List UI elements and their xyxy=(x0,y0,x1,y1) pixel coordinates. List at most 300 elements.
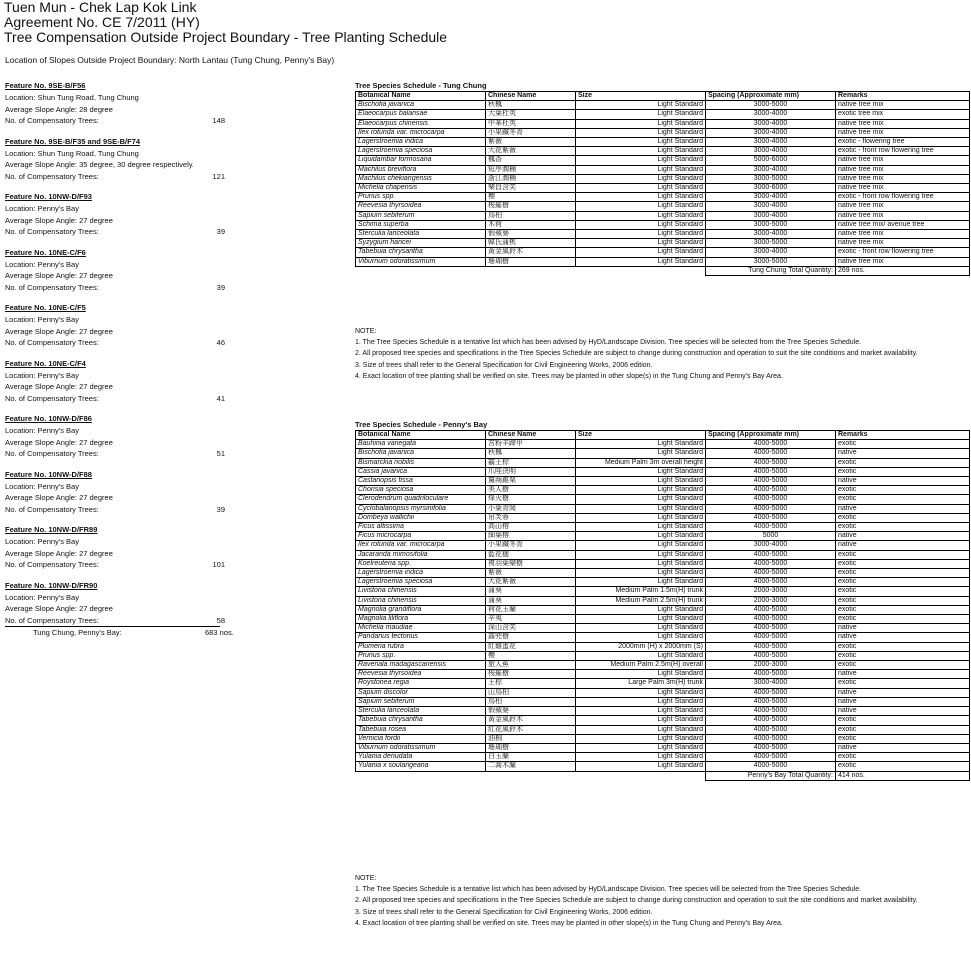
botanical-name: Ilex rotunda var. microcarpa xyxy=(356,128,486,137)
column-header: Spacing (Approximate mm) xyxy=(706,92,836,101)
botanical-name: Syzygium hancei xyxy=(356,239,486,248)
chinese-name: 小果鐵冬青 xyxy=(486,541,576,550)
feature-list xyxy=(5,80,345,638)
botanical-name: Chorisia speciosa xyxy=(356,486,486,495)
feature-block xyxy=(5,524,345,580)
spacing: 3000-4000 xyxy=(706,193,836,202)
chinese-name: 假蘋婆 xyxy=(486,230,576,239)
feature-location: Location: Shun Tung Road, Tung Chung xyxy=(5,93,139,102)
chinese-name: 蒲葵 xyxy=(486,587,576,596)
table-row xyxy=(356,248,970,257)
feature-title: Feature No. 10NE-C/F6 xyxy=(5,247,86,257)
chinese-name: 小葉青岡 xyxy=(486,504,576,513)
botanical-name: Liquidambar formosana xyxy=(356,156,486,165)
table-row xyxy=(356,753,970,762)
chinese-name: 短序潤楠 xyxy=(486,165,576,174)
remarks: exotic xyxy=(836,651,970,660)
spacing: 2000-3000 xyxy=(706,587,836,596)
table-row xyxy=(356,596,970,605)
botanical-name: Sapium sebiferum xyxy=(356,697,486,706)
chinese-name: 秋楓 xyxy=(486,449,576,458)
size: Light Standard xyxy=(576,688,706,697)
chinese-name: 細葉榕 xyxy=(486,532,576,541)
remarks: exotic xyxy=(836,467,970,476)
feature-block xyxy=(5,469,345,525)
spacing: 4000-5000 xyxy=(706,670,836,679)
spacer xyxy=(5,460,345,469)
size: Light Standard xyxy=(576,559,706,568)
remarks: native xyxy=(836,743,970,752)
botanical-name: Koelreuteria spp. xyxy=(356,559,486,568)
chinese-name: 宮粉羊蹄甲 xyxy=(486,440,576,449)
spacing: 4000-5000 xyxy=(706,440,836,449)
feature-trees-label: No. of Compensatory Trees: xyxy=(5,393,99,403)
spacer-cell xyxy=(576,771,706,780)
table-row xyxy=(356,615,970,624)
spacing: 4000-5000 xyxy=(706,477,836,486)
feature-trees-count: 121 xyxy=(212,171,225,181)
feature-title: Feature No. 10NE-C/F4 xyxy=(5,358,86,368)
spacer-cell xyxy=(486,771,576,780)
total-row xyxy=(356,771,970,780)
table-header-row xyxy=(356,431,970,440)
size: Light Standard xyxy=(576,513,706,522)
size: Light Standard xyxy=(576,239,706,248)
size: Light Standard xyxy=(576,523,706,532)
botanical-name: Schima superba xyxy=(356,220,486,229)
feature-trees-row xyxy=(5,504,345,516)
table-row xyxy=(356,762,970,771)
spacer-cell xyxy=(356,771,486,780)
spacing: 4000-5000 xyxy=(706,449,836,458)
size: Light Standard xyxy=(576,605,706,614)
spacer xyxy=(5,515,345,524)
spacer-cell xyxy=(576,266,706,275)
column-header: Botanical Name xyxy=(356,92,486,101)
table-row xyxy=(356,550,970,559)
remarks: exotic xyxy=(836,725,970,734)
remarks: exotic xyxy=(836,486,970,495)
chinese-name: 木荷 xyxy=(486,220,576,229)
table-row xyxy=(356,513,970,522)
botanical-name: Ilex rotunda var. microcarpa xyxy=(356,541,486,550)
column-header: Chinese Name xyxy=(486,431,576,440)
spacing: 3000-5000 xyxy=(706,174,836,183)
table-row xyxy=(356,184,970,193)
feature-slope: Average Slope Angle: 28 degree xyxy=(5,104,113,114)
botanical-name: Pandanus tectorius xyxy=(356,633,486,642)
chinese-name: 櫻 xyxy=(486,193,576,202)
remarks: native tree mix xyxy=(836,156,970,165)
botanical-name: Ravenala madagascariensis xyxy=(356,661,486,670)
remarks: native xyxy=(836,670,970,679)
spacing: 4000-5000 xyxy=(706,725,836,734)
botanical-name: Vernicia fordii xyxy=(356,734,486,743)
size: Light Standard xyxy=(576,110,706,119)
spacing: 4000-5000 xyxy=(706,624,836,633)
table-row xyxy=(356,651,970,660)
remarks: exotic xyxy=(836,605,970,614)
total-value: 414 nos. xyxy=(836,771,970,780)
table-row xyxy=(356,230,970,239)
remarks: exotic xyxy=(836,753,970,762)
tung-chung-title: Tree Species Schedule - Tung Chung xyxy=(355,81,487,90)
size: Medium Palm 2.5m(H) overall xyxy=(576,661,706,670)
spacing: 3000-4000 xyxy=(706,211,836,220)
note-item: 1. The Tree Species Schedule is a tentative list which has been advised by HyD/Landscape Division. Tree species will be selected from the Tree Species Schedule. xyxy=(355,886,862,894)
spacing: 3000-4000 xyxy=(706,110,836,119)
column-header: Size xyxy=(576,92,706,101)
table-row xyxy=(356,110,970,119)
feature-location: Location: Penny's Bay xyxy=(5,537,79,546)
spacing: 4000-5000 xyxy=(706,743,836,752)
botanical-name: Reevesia thyrsoidea xyxy=(356,202,486,211)
spacing: 4000-5000 xyxy=(706,486,836,495)
feature-block xyxy=(5,247,345,303)
spacer-cell xyxy=(486,266,576,275)
pennys-bay-table xyxy=(355,430,970,781)
table-row xyxy=(356,523,970,532)
chinese-name: 樂昌含笑 xyxy=(486,184,576,193)
chinese-name: 紫薇 xyxy=(486,138,576,147)
size: Light Standard xyxy=(576,101,706,110)
spacer xyxy=(5,571,345,580)
chinese-name: 爪哇決明 xyxy=(486,467,576,476)
size: Light Standard xyxy=(576,128,706,137)
remarks: exotic xyxy=(836,661,970,670)
botanical-name: Castanopsis fissa xyxy=(356,477,486,486)
size: Light Standard xyxy=(576,211,706,220)
table-row xyxy=(356,633,970,642)
spacing: 3000-4000 xyxy=(706,679,836,688)
spacing: 4000-5000 xyxy=(706,753,836,762)
table-row xyxy=(356,174,970,183)
table-row xyxy=(356,707,970,716)
feature-trees-label: No. of Compensatory Trees: xyxy=(5,282,99,292)
left-total-label: Tung Chung, Penny's Bay: xyxy=(33,628,122,637)
chinese-name: 荷花玉蘭 xyxy=(486,605,576,614)
feature-location: Location: Penny's Bay xyxy=(5,426,79,435)
spacing: 4000-5000 xyxy=(706,707,836,716)
remarks: native tree mix xyxy=(836,202,970,211)
feature-slope: Average Slope Angle: 27 degree xyxy=(5,548,113,558)
remarks: exotic - front row flowering tree xyxy=(836,147,970,156)
feature-trees-count: 39 xyxy=(216,504,225,514)
botanical-name: Cassia javanica xyxy=(356,467,486,476)
spacing: 4000-5000 xyxy=(706,734,836,743)
column-header: Chinese Name xyxy=(486,92,576,101)
botanical-name: Livistona chinensis xyxy=(356,596,486,605)
size: Light Standard xyxy=(576,449,706,458)
table-row xyxy=(356,220,970,229)
chinese-name: 白玉蘭 xyxy=(486,753,576,762)
feature-title: Feature No. 9SE-B/F56 xyxy=(5,81,86,90)
table-row xyxy=(356,642,970,651)
feature-trees-row xyxy=(5,448,345,460)
size: Large Palm 3m(H) trunk xyxy=(576,679,706,688)
agreement-number: Agreement No. CE 7/2011 (HY) xyxy=(4,14,200,30)
feature-title: Feature No. 10NW-D/F93 xyxy=(5,192,92,201)
feature-block xyxy=(5,302,345,358)
spacer xyxy=(5,127,345,136)
feature-trees-label: No. of Compensatory Trees: xyxy=(5,504,99,514)
remarks: native tree mix xyxy=(836,257,970,266)
feature-slope: Average Slope Angle: 27 degree xyxy=(5,326,113,336)
spacing: 4000-5000 xyxy=(706,504,836,513)
column-header: Remarks xyxy=(836,92,970,101)
remarks: native xyxy=(836,449,970,458)
remarks: exotic xyxy=(836,440,970,449)
feature-trees-count: 101 xyxy=(212,560,225,569)
spacing: 4000-5000 xyxy=(706,642,836,651)
remarks: native xyxy=(836,541,970,550)
table-row xyxy=(356,532,970,541)
spacing: 4000-5000 xyxy=(706,578,836,587)
total-value: 269 nos. xyxy=(836,266,970,275)
chinese-name: 梭羅樹 xyxy=(486,670,576,679)
chinese-name: 吊芙蓉 xyxy=(486,513,576,522)
spacing: 4000-5000 xyxy=(706,559,836,568)
remarks: exotic tree mix xyxy=(836,110,970,119)
feature-slope: Average Slope Angle: 27 degree xyxy=(5,382,113,391)
botanical-name: Lagerstroemia speciosa xyxy=(356,147,486,156)
remarks: exotic xyxy=(836,587,970,596)
botanical-name: Sterculia lanceolata xyxy=(356,230,486,239)
feature-title: Feature No. 10NE-C/F5 xyxy=(5,303,86,312)
total-label: Penny's Bay Total Quantity: xyxy=(706,771,836,780)
remarks: native tree mix xyxy=(836,239,970,248)
table-row xyxy=(356,688,970,697)
feature-block xyxy=(5,358,345,414)
spacing: 4000-5000 xyxy=(706,458,836,467)
chinese-name: 黧蒴錐栗 xyxy=(486,477,576,486)
feature-location: Location: Penny's Bay xyxy=(5,204,79,213)
table-row xyxy=(356,458,970,467)
left-total xyxy=(5,627,345,638)
feature-location: Location: Penny's Bay xyxy=(5,259,79,269)
note-item: 3. Size of trees shall refer to the General Specification for Civil Engineering Works, 2006 edition. xyxy=(355,361,653,369)
table-row xyxy=(356,467,970,476)
feature-trees-row xyxy=(5,615,345,627)
remarks: exotic xyxy=(836,642,970,651)
feature-slope: Average Slope Angle: 27 degree xyxy=(5,271,113,280)
spacing: 4000-5000 xyxy=(706,467,836,476)
remarks: native xyxy=(836,707,970,716)
botanical-name: Bauhinia variegata xyxy=(356,440,486,449)
table-row xyxy=(356,495,970,504)
spacing: 4000-5000 xyxy=(706,651,836,660)
notes-heading: NOTE: xyxy=(355,875,377,882)
chinese-name: 王棕 xyxy=(486,679,576,688)
table-row xyxy=(356,486,970,495)
feature-trees-row xyxy=(5,337,345,349)
spacing: 3000-4000 xyxy=(706,138,836,147)
chinese-name: 紅雞蛋花 xyxy=(486,642,576,651)
feature-block xyxy=(5,580,345,627)
spacing: 3000-4000 xyxy=(706,165,836,174)
spacing: 2000-3000 xyxy=(706,596,836,605)
spacer xyxy=(5,349,345,358)
size: Light Standard xyxy=(576,257,706,266)
remarks: native tree mix xyxy=(836,101,970,110)
size: Light Standard xyxy=(576,697,706,706)
spacing: 4000-5000 xyxy=(706,513,836,522)
chinese-name: 烏桕 xyxy=(486,211,576,220)
chinese-name: 露兜樹 xyxy=(486,633,576,642)
botanical-name: Elaeocarpus balansae xyxy=(356,110,486,119)
feature-title: Feature No. 10NW-D/F88 xyxy=(5,469,92,479)
remarks: native tree mix xyxy=(836,230,970,239)
table-row xyxy=(356,569,970,578)
botanical-name: Lagerstroemia speciosa xyxy=(356,578,486,587)
column-header: Spacing (Approximate mm) xyxy=(706,431,836,440)
table-row xyxy=(356,679,970,688)
feature-trees-count: 39 xyxy=(216,227,225,236)
feature-location: Location: Penny's Bay xyxy=(5,370,79,380)
feature-trees-count: 39 xyxy=(216,282,225,292)
botanical-name: Ficus altissima xyxy=(356,523,486,532)
size: Light Standard xyxy=(576,615,706,624)
spacing: 3000-4000 xyxy=(706,230,836,239)
feature-trees-count: 58 xyxy=(216,615,225,625)
feature-block xyxy=(5,413,345,469)
size: Light Standard xyxy=(576,569,706,578)
feature-title: Feature No. 9SE-B/F35 and 9SE-B/F74 xyxy=(5,136,141,146)
remarks: exotic xyxy=(836,559,970,568)
size: Light Standard xyxy=(576,147,706,156)
feature-trees-label: No. of Compensatory Trees: xyxy=(5,560,99,569)
size: Medium Palm 3m overall height xyxy=(576,458,706,467)
size: Light Standard xyxy=(576,174,706,183)
column-header: Remarks xyxy=(836,431,970,440)
size: 2000mm (H) x 2000mm (S) xyxy=(576,642,706,651)
chinese-name: 大葉杜英 xyxy=(486,110,576,119)
chinese-name: 複羽葉欒樹 xyxy=(486,559,576,568)
botanical-name: Tabebuia chrysantha xyxy=(356,248,486,257)
botanical-name: Bismarckia nobilis xyxy=(356,458,486,467)
chinese-name: 霸王棕 xyxy=(486,458,576,467)
spacing: 4000-5000 xyxy=(706,569,836,578)
spacing: 3000-5000 xyxy=(706,257,836,266)
chinese-name: 大花紫薇 xyxy=(486,578,576,587)
spacing: 3000-4000 xyxy=(706,128,836,137)
spacing: 4000-5000 xyxy=(706,615,836,624)
feature-trees-label: No. of Compensatory Trees: xyxy=(5,338,99,347)
spacing: 3000-4000 xyxy=(706,119,836,128)
chinese-name: 美人樹 xyxy=(486,486,576,495)
feature-trees-count: 41 xyxy=(216,393,225,403)
size: Light Standard xyxy=(576,248,706,257)
chinese-name: 中華杜英 xyxy=(486,119,576,128)
botanical-name: Jacaranda mimosifolia xyxy=(356,550,486,559)
table-row xyxy=(356,624,970,633)
table-row xyxy=(356,734,970,743)
spacing: 3000-5000 xyxy=(706,239,836,248)
size: Light Standard xyxy=(576,202,706,211)
spacing: 3000-4000 xyxy=(706,248,836,257)
tung-chung-notes xyxy=(355,326,965,382)
size: Light Standard xyxy=(576,725,706,734)
size: Light Standard xyxy=(576,753,706,762)
botanical-name: Plumeria rubra xyxy=(356,642,486,651)
feature-slope: Average Slope Angle: 35 degree, 30 degree respectively. xyxy=(5,160,195,169)
remarks: native xyxy=(836,633,970,642)
feature-trees-row xyxy=(5,559,345,571)
remarks: exotic xyxy=(836,615,970,624)
size: Light Standard xyxy=(576,550,706,559)
remarks: exotic xyxy=(836,596,970,605)
note-item: 1. The Tree Species Schedule is a tentative list which has been advised by HyD/Landscape Division. Tree species will be selected from the Tree Species Schedule. xyxy=(355,339,862,347)
remarks: native xyxy=(836,477,970,486)
spacing: 4000-5000 xyxy=(706,633,836,642)
size: Light Standard xyxy=(576,578,706,587)
remarks: exotic xyxy=(836,513,970,522)
chinese-name: 二喬木蘭 xyxy=(486,762,576,771)
table-row xyxy=(356,202,970,211)
feature-location: Location: Penny's Bay xyxy=(5,592,79,602)
spacing: 3000-4000 xyxy=(706,541,836,550)
spacing: 5000 xyxy=(706,532,836,541)
botanical-name: Prunus spp. xyxy=(356,651,486,660)
spacing: 2000-3000 xyxy=(706,661,836,670)
spacing: 4000-5000 xyxy=(706,716,836,725)
botanical-name: Yulania denudata xyxy=(356,753,486,762)
chinese-name: 藍花楹 xyxy=(486,550,576,559)
table-row xyxy=(356,193,970,202)
feature-location: Location: Penny's Bay xyxy=(5,481,79,491)
table-row xyxy=(356,716,970,725)
botanical-name: Yulania x soulangeana xyxy=(356,762,486,771)
chinese-name: 珊瑚樹 xyxy=(486,743,576,752)
table-row xyxy=(356,477,970,486)
chinese-name: 秋楓 xyxy=(486,101,576,110)
botanical-name: Viburnum odoratissimum xyxy=(356,743,486,752)
remarks: exotic - front row flowering tree xyxy=(836,193,970,202)
size: Light Standard xyxy=(576,165,706,174)
table-row xyxy=(356,449,970,458)
spacing: 3000-4000 xyxy=(706,147,836,156)
spacing: 4000-5000 xyxy=(706,550,836,559)
remarks: exotic xyxy=(836,458,970,467)
table-row xyxy=(356,504,970,513)
table-row xyxy=(356,559,970,568)
total-label: Tung Chung Total Quantity: xyxy=(706,266,836,275)
column-header: Botanical Name xyxy=(356,431,486,440)
size: Light Standard xyxy=(576,193,706,202)
spacer-cell xyxy=(356,266,486,275)
chinese-name: 烏桕 xyxy=(486,697,576,706)
feature-trees-label: No. of Compensatory Trees: xyxy=(5,615,99,625)
size: Light Standard xyxy=(576,156,706,165)
note-item: 3. Size of trees shall refer to the General Specification for Civil Engineering Works, 2006 edition. xyxy=(355,908,653,916)
feature-trees-count: 46 xyxy=(216,338,225,347)
feature-block xyxy=(5,191,345,247)
spacing: 4000-5000 xyxy=(706,605,836,614)
table-row xyxy=(356,670,970,679)
botanical-name: Magnolia liliflora xyxy=(356,615,486,624)
note-item: 2. All proposed tree species and specifications in the Tree Species Schedule are subject to change during construction and operation to suit the site conditions and market availability. xyxy=(355,897,918,905)
remarks: exotic xyxy=(836,495,970,504)
chinese-name: 深山含笑 xyxy=(486,624,576,633)
size: Light Standard xyxy=(576,633,706,642)
spacing: 4000-5000 xyxy=(706,762,836,771)
botanical-name: Lagerstroemia indica xyxy=(356,138,486,147)
table-row xyxy=(356,541,970,550)
table-row xyxy=(356,239,970,248)
feature-title: Feature No. 10NW-D/FR90 xyxy=(5,580,98,590)
spacer xyxy=(5,404,345,413)
chinese-name: 楓香 xyxy=(486,156,576,165)
